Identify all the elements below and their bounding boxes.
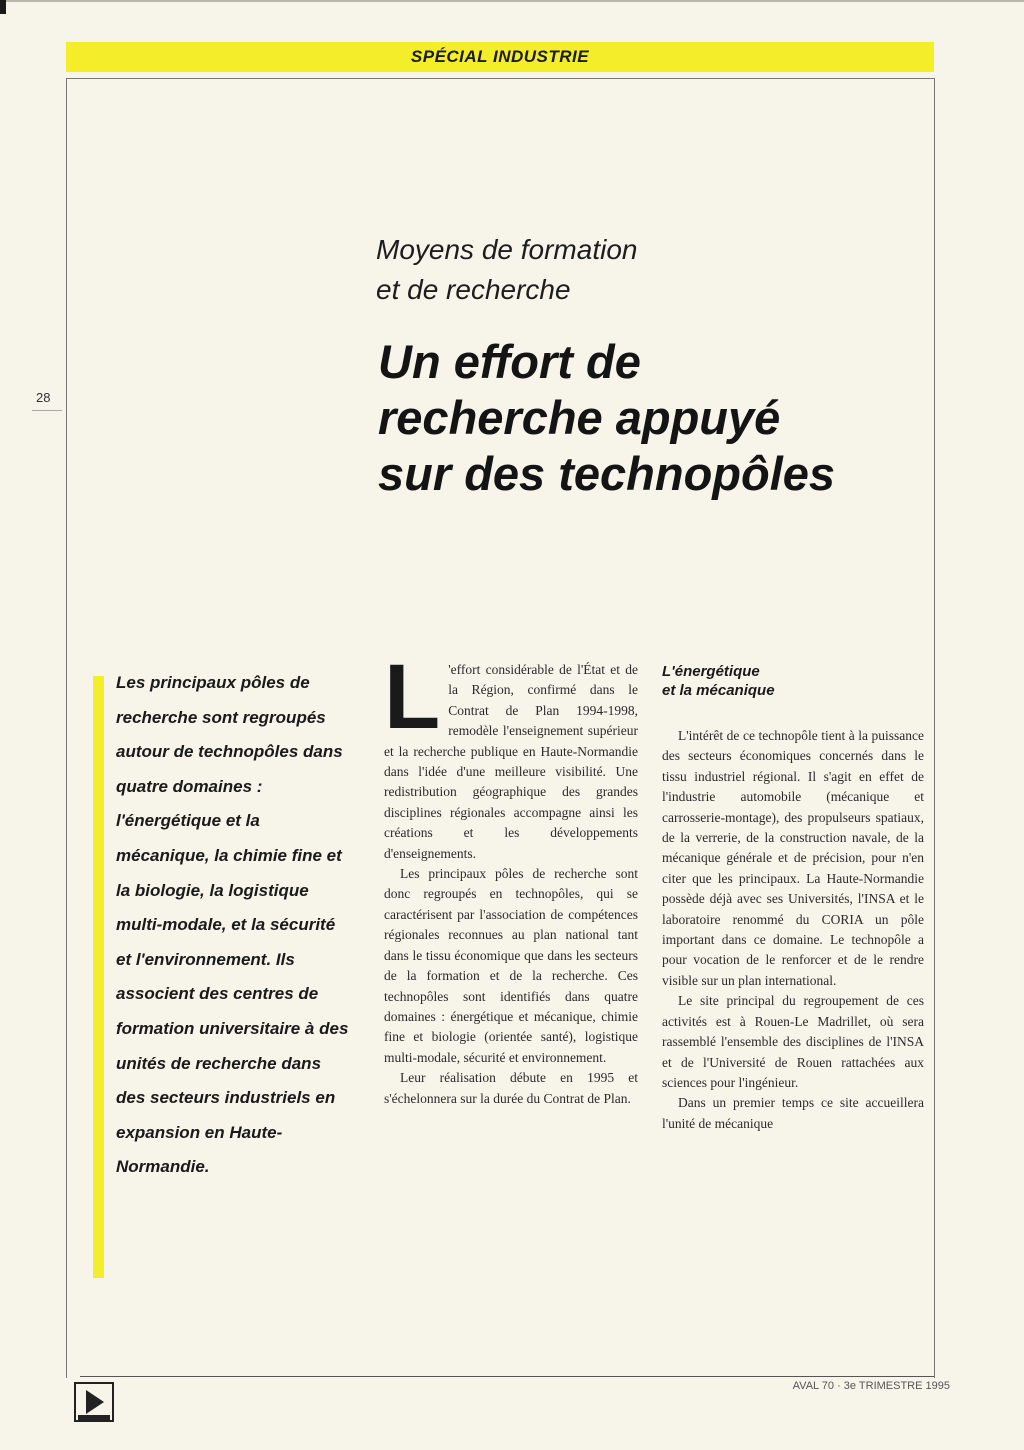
page-number: 28 — [36, 390, 51, 405]
title-line: sur des technopôles — [378, 447, 836, 500]
paragraph — [384, 646, 638, 864]
article-intro: Les principaux pôles de recherche sont regroupés autour de technopôles dans quatre domaines : l'énergétique et la mécanique, la chimie fine et la biologie, la logistique multi-modale, et la sécurité et l'environnement. Ils associent des centres de formation universitaire à des unités de recherche dans des secteurs industriels en expansion en Haute-Normandie. — [116, 673, 349, 1177]
intro-accent-bar — [93, 676, 104, 1278]
publisher-logo-icon — [74, 1382, 114, 1422]
corner-mark — [0, 0, 6, 14]
frame-left-rule — [66, 78, 67, 1378]
section-banner — [66, 42, 934, 72]
subhead-line: et la mécanique — [662, 682, 775, 699]
article-column-right — [662, 662, 924, 1134]
frame-right-rule — [934, 78, 935, 1378]
footer-issue: AVAL 70 · 3e TRIMESTRE 1995 — [792, 1380, 950, 1392]
subhead-line: L'énergétique — [662, 663, 760, 680]
kicker-line: et de recherche — [376, 274, 571, 305]
article-title — [378, 334, 918, 502]
page-number-rule — [32, 410, 62, 411]
article-column-middle — [384, 646, 638, 1109]
paragraph: Dans un premier temps ce site accueillera l'unité de mécanique — [662, 1095, 924, 1131]
column-subhead — [662, 662, 924, 700]
kicker-line: Moyens de formation — [376, 234, 638, 265]
title-line: Un effort de — [378, 335, 641, 388]
paragraph: Le site principal du regroupement de ces activités est à Rouen-Le Madrillet, où sera rassemblé l'ensemble des disciplines de l'INSA et de l'Université de Rouen rattachées aux sciences pour l'ingénieur. — [662, 993, 924, 1090]
paragraph: L'intérêt de ce technopôle tient à la puissance des secteurs économiques concernés dans le tissu industriel régional. Il s'agit en effet de l'industrie automobile (mécanique et carrosserie-montage), des propulseurs spatiaux, de la verrerie, de la construction navale, de la mécanique générale et de précision, pour n'en citer que les principaux. La Haute-Normandie possède déjà avec ses Universités, l'INSA et le laboratoire renommé du CORIA un pôle important dans ce domaine. Le technopôle a pour vocation de le renforcer et de le rendre visible sur un plan international. — [662, 728, 924, 988]
frame-bottom-rule — [80, 1376, 934, 1377]
paragraph-text: 'effort considérable de l'État et de la Région, confirmé dans le Contrat de Plan 1994-1998, remodèle l'enseignement supérieur et la recherche publique en Haute-Normandie dans l'idée d'une meilleure visibilité. Une redistribution géographique des grandes disciplines régionales accompagne ainsi les créations et les développements d'enseignements. — [384, 662, 638, 861]
paragraph: Les principaux pôles de recherche sont donc regroupés en technopôles, qui se caractérisent par l'association de compétences régionales reconnues au plan national tant dans le tissu économique que dans les secteurs de la formation et de la recherche. Ces technopôles sont identifiés dans quatre domaines : énergétique et mécanique, chimie fine et biologie (orientée santé), logistique multi-modale, sécurité et environnement. — [384, 866, 638, 1065]
section-banner-label: SPÉCIAL INDUSTRIE — [410, 47, 590, 66]
frame-top-rule — [66, 78, 934, 79]
drop-cap: L — [384, 646, 441, 748]
title-line: recherche appuyé — [378, 391, 781, 444]
paragraph: Leur réalisation débute en 1995 et s'échelonnera sur la durée du Contrat de Plan. — [384, 1070, 638, 1106]
article-kicker — [376, 230, 896, 310]
top-rule — [0, 0, 1024, 2]
